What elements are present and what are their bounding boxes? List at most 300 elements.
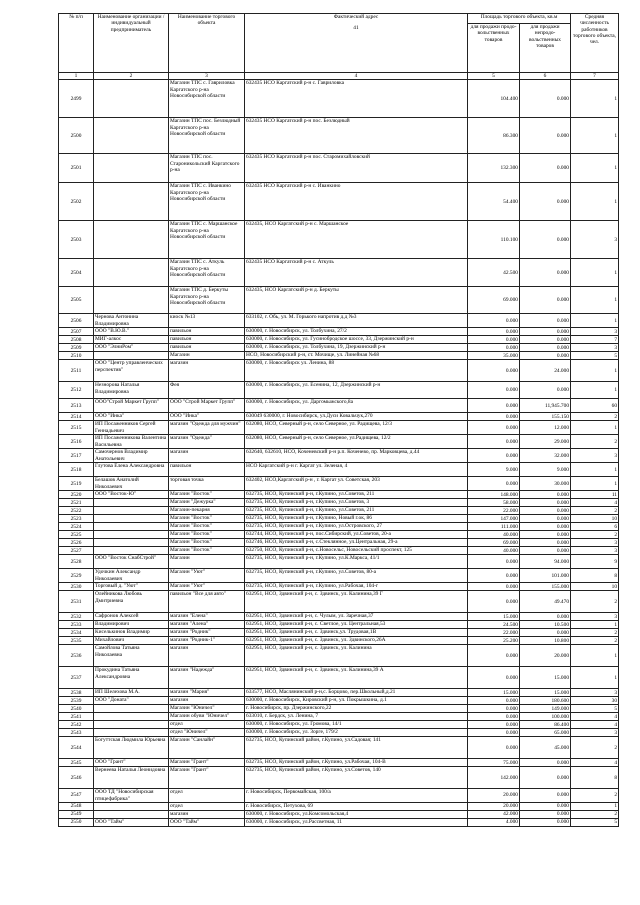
row-object-name: Магазин "Восток"	[169, 531, 245, 539]
row-organization: Белашов Анатолий Николаевич	[94, 477, 169, 491]
table-row	[59, 344, 619, 352]
row-number: 2527	[59, 547, 94, 555]
row-food-area: 42.000	[468, 810, 520, 818]
row-number: 2509	[59, 344, 94, 352]
table-row	[59, 154, 619, 183]
row-object-name: Магазин ТПС с. Гавриловка Каргатского р-на Новосибирской области	[169, 80, 245, 118]
header-food: для продажи продо-вольственных товаров	[468, 24, 520, 73]
row-organization	[94, 531, 169, 539]
row-number: 2510	[59, 352, 94, 360]
row-nonfood-area: 0.000	[520, 328, 571, 336]
row-address: 632735, НСО, Купинский р-н, г.Купино, ул.Советов, 3	[245, 499, 468, 507]
row-organization: ИП Посаженников Сергей Геннадьевич	[94, 421, 169, 435]
row-object-name: павильон	[169, 336, 245, 344]
row-organization: Чернова Антонина Владимировна	[94, 314, 169, 328]
table-row	[59, 360, 619, 382]
row-food-area: 20.000	[468, 802, 520, 810]
row-number: 2537	[59, 667, 94, 689]
row-organization	[94, 352, 169, 360]
column-index: 5	[468, 73, 520, 80]
row-address: 632735, НСО, Купинский р-н, г.Купино, ул.К.Маркса, 41/1	[245, 555, 468, 569]
row-nonfood-area: 149.000	[520, 705, 571, 713]
row-employees: 1	[571, 80, 619, 118]
row-food-area: 0.000	[468, 667, 520, 689]
row-number: 2505	[59, 287, 94, 314]
row-employees: 1	[571, 645, 619, 667]
row-employees: 1	[571, 314, 619, 328]
row-object-name: магазин "Родник-1"	[169, 637, 245, 645]
table-row	[59, 629, 619, 637]
row-employees: 3	[571, 613, 619, 621]
row-organization: ООО "ЭлниРом"	[94, 344, 169, 352]
row-organization: Богуттская Людмила Юрьевна	[94, 737, 169, 759]
row-address: 632435, НСО Каргатский р-н д. Беркуты	[245, 287, 468, 314]
table-row	[59, 667, 619, 689]
row-food-area: 0.000	[468, 344, 520, 352]
row-food-area: 40.000	[468, 547, 520, 555]
row-nonfood-area: 0.000	[520, 499, 571, 507]
row-object-name: магазин	[169, 449, 245, 463]
row-organization	[94, 547, 169, 555]
column-index-row	[59, 73, 619, 80]
row-address: 633102, г. Обь, ул. М. Горького напротив д.д №3	[245, 314, 468, 328]
row-address: 632435 НСО Каргатский р-н пос. Безлюдный	[245, 118, 468, 154]
row-food-area: 24.500	[468, 621, 520, 629]
table-row	[59, 689, 619, 697]
row-object-name: торговая точка	[169, 477, 245, 491]
row-object-name: магазин "Надежда"	[169, 667, 245, 689]
row-number: 2549	[59, 810, 94, 818]
row-employees: 8	[571, 767, 619, 789]
row-employees: 2	[571, 637, 619, 645]
row-number: 2507	[59, 328, 94, 336]
row-employees: 2	[571, 435, 619, 449]
row-employees: 3	[571, 221, 619, 259]
row-food-area: 0.000	[468, 435, 520, 449]
row-address: 632735, НСО, Купинский р-н, г.Купино, ул.Советов, 211	[245, 507, 468, 515]
row-food-area: 75.000	[468, 759, 520, 767]
row-number: 2530	[59, 583, 94, 591]
row-organization: Самочернов Владимир Анатольевич	[94, 449, 169, 463]
row-food-area: 111.000	[468, 523, 520, 531]
row-organization: Незнорова Наталья Владимировна	[94, 382, 169, 399]
row-number: 2516	[59, 435, 94, 449]
row-number: 2541	[59, 713, 94, 721]
row-employees: 2	[571, 507, 619, 515]
row-organization	[94, 80, 169, 118]
row-address: 632435 НСО Каргатский р-н с. Аткуль	[245, 259, 468, 287]
row-address: 630000, г. Новосибирск, ул.Комсомольская,4	[245, 810, 468, 818]
row-number: 2534	[59, 629, 94, 637]
row-nonfood-area: 9.000	[520, 463, 571, 477]
row-employees: 1	[571, 118, 619, 154]
row-employees: 4	[571, 499, 619, 507]
row-employees: 1	[571, 621, 619, 629]
row-number: 2540	[59, 705, 94, 713]
row-food-area: 0.000	[468, 591, 520, 613]
row-employees: 1	[571, 421, 619, 435]
row-address: 632735, НСО, Купинский р-н, г.Купино, Новый г.ок, 86	[245, 515, 468, 523]
row-nonfood-area: 0.000	[520, 80, 571, 118]
table-row	[59, 314, 619, 328]
row-address: НСО Каргатский р-н г. Каргат ул. Зеленая, 4	[245, 463, 468, 477]
row-nonfood-area: 0.000	[520, 547, 571, 555]
row-employees: 3	[571, 547, 619, 555]
row-employees: 8	[571, 569, 619, 583]
row-address: 632951, НСО, Здвинский р-н, с. Здвинск, ул. Калинина,39 Г	[245, 591, 468, 613]
row-nonfood-area: 0.000	[520, 613, 571, 621]
row-nonfood-area: 86.400	[520, 721, 571, 729]
row-employees: 7	[571, 336, 619, 344]
row-object-name: киоск №13	[169, 314, 245, 328]
table-row	[59, 259, 619, 287]
row-employees: 5	[571, 818, 619, 826]
row-food-area: 20.000	[468, 789, 520, 803]
row-organization: ООО "Грант"	[94, 759, 169, 767]
row-nonfood-area: 0.000	[520, 382, 571, 399]
row-organization	[94, 154, 169, 183]
row-object-name: Магазин-пекарня	[169, 507, 245, 515]
row-number: 2529	[59, 569, 94, 583]
row-address: г. Новосибирск, Первомайская, 100/а	[245, 789, 468, 803]
row-organization: Киселькинов Владимир	[94, 629, 169, 637]
row-address: 632750, НСО, Купинский р-н, с.Новосельс, Новосельский проспект, 125	[245, 547, 468, 555]
row-address: 633010, г. Бердск, ул. Ленина, 7	[245, 713, 468, 721]
row-address: 633577, НСО, Маслянинский р-н,с. Борцово, пер.Школьный,д.21	[245, 689, 468, 697]
table-row	[59, 729, 619, 737]
row-address: 630000, г. Новосибирск, ул. Толбухина, 27/2	[245, 328, 468, 336]
row-object-name: отдел	[169, 721, 245, 729]
table-row	[59, 507, 619, 515]
row-nonfood-area: 0.000	[520, 118, 571, 154]
row-object-name: Магазин "Дежурка"	[169, 499, 245, 507]
row-food-area: 147.000	[468, 515, 520, 523]
row-organization: Прокудина Татьяна Александровна	[94, 667, 169, 689]
table-row	[59, 697, 619, 705]
row-organization: Самойлова Татьяна Николаевна	[94, 645, 169, 667]
row-address: 632735, НСО, Купинский р-н, г.Купино, ул.Советов, 80-а	[245, 569, 468, 583]
table-row	[59, 621, 619, 629]
header-employees: Средняя численность работников торгового объекта, чел.	[571, 14, 619, 73]
row-object-name: Магазин	[169, 555, 245, 569]
row-employees: 4	[571, 759, 619, 767]
row-object-name: магазин	[169, 360, 245, 382]
row-number: 2533	[59, 621, 94, 629]
row-organization	[94, 259, 169, 287]
row-organization: ООО "Восток-Ю"	[94, 491, 169, 499]
row-object-name: Магазин "Восток"	[169, 515, 245, 523]
row-object-name: Магазин "Восток"	[169, 523, 245, 531]
table-row	[59, 591, 619, 613]
row-number: 2528	[59, 555, 94, 569]
row-employees: 3	[571, 449, 619, 463]
row-object-name: магазин "Одежда для мужчин"	[169, 421, 245, 435]
row-food-area: 0.000	[468, 729, 520, 737]
row-organization: ООО "Центр управленческих перспектив"	[94, 360, 169, 382]
row-nonfood-area: 11,945.700	[520, 399, 571, 413]
row-organization	[94, 287, 169, 314]
header-address	[245, 14, 468, 73]
table-row	[59, 421, 619, 435]
row-object-name: Магазин ТПС пос. Безлюдный Каргатского р-на Новосибирской области	[169, 118, 245, 154]
row-organization: ООО "Доната"	[94, 697, 169, 705]
row-food-area: 40.000	[468, 531, 520, 539]
row-food-area: 0.000	[468, 737, 520, 759]
row-address: 632951, НСО, Здвинский р-н, с. Здвинск, ул. Калинина,39 А	[245, 667, 468, 689]
row-employees: 3	[571, 344, 619, 352]
table-row	[59, 539, 619, 547]
row-nonfood-area: 0.000	[520, 352, 571, 360]
trade-objects-table	[58, 13, 619, 827]
row-employees: 10	[571, 583, 619, 591]
row-organization: Владимирович	[94, 621, 169, 629]
row-object-name: отдел	[169, 802, 245, 810]
row-number: 2536	[59, 645, 94, 667]
row-nonfood-area: 0.000	[520, 507, 571, 515]
row-address: 632744, НСО, Купинский р-н, пос.Сибирский, ул.Советов, 20-а	[245, 531, 468, 539]
table-row	[59, 569, 619, 583]
row-nonfood-area: 101.000	[520, 569, 571, 583]
row-address: 632951, НСО, Здвинский р-н, с. Здвинск,ул. Трудовая,1В	[245, 629, 468, 637]
row-employees: 6	[571, 523, 619, 531]
row-organization	[94, 721, 169, 729]
row-object-name: магазин	[169, 810, 245, 818]
table-row	[59, 705, 619, 713]
row-employees: 1	[571, 287, 619, 314]
row-organization	[94, 810, 169, 818]
row-food-area: 148.000	[468, 491, 520, 499]
row-number: 2520	[59, 491, 94, 499]
table-row	[59, 802, 619, 810]
row-object-name: Магазин "Восток"	[169, 539, 245, 547]
row-object-name: отдел	[169, 789, 245, 803]
row-address: 632080, НСО, Северный р-н, село Северное, ул.Радищева, 12/2	[245, 435, 468, 449]
row-address: 632746, НСО, Купинский р-н, с.Стеклянное, ул.Центральная, 29-а	[245, 539, 468, 547]
row-address: 632080, НСО, Северный р-н, село Северное, ул. Радищева, 12/3	[245, 421, 468, 435]
row-food-area: 54.400	[468, 183, 520, 221]
table-row	[59, 531, 619, 539]
row-object-name: магазин	[169, 645, 245, 667]
row-organization: ООО"Строй Маркет Групп"	[94, 399, 169, 413]
table-row	[59, 118, 619, 154]
table-row	[59, 613, 619, 621]
row-organization	[94, 507, 169, 515]
row-object-name: ООО "Тайм"	[169, 818, 245, 826]
row-object-name: Магазин обуви "Юничел"	[169, 713, 245, 721]
header-nonfood: для продажи непродо-вольственных товаров	[520, 24, 571, 73]
row-organization	[94, 802, 169, 810]
row-organization	[94, 221, 169, 259]
row-object-name: Фея	[169, 382, 245, 399]
row-number: 2517	[59, 449, 94, 463]
row-organization: ООО ТД "Новосибирская птицефабрика"	[94, 789, 169, 803]
header-address-label: Фактический адрес	[333, 14, 379, 20]
row-number: 2503	[59, 221, 94, 259]
row-nonfood-area: 32.000	[520, 449, 571, 463]
row-employees: 1	[571, 183, 619, 221]
row-nonfood-area: 45.000	[520, 737, 571, 759]
row-number: 2539	[59, 697, 94, 705]
row-object-name: Магазин "Грант"	[169, 759, 245, 767]
table-row	[59, 449, 619, 463]
row-object-name: Магазин "Восток"	[169, 491, 245, 499]
row-nonfood-area: 0.000	[520, 629, 571, 637]
row-nonfood-area: 10.500	[520, 621, 571, 629]
row-object-name: Магазин ТПС д. Беркуты Каргатского р-на Новосибирской области	[169, 287, 245, 314]
row-object-name: Магазин "Восток"	[169, 547, 245, 555]
row-nonfood-area: 0.000	[520, 818, 571, 826]
row-nonfood-area: 30.000	[520, 477, 571, 491]
row-number: 2524	[59, 523, 94, 531]
row-number: 2502	[59, 183, 94, 221]
row-food-area: 142.000	[468, 767, 520, 789]
row-number: 2511	[59, 360, 94, 382]
row-nonfood-area: 0.000	[520, 491, 571, 499]
table-row	[59, 491, 619, 499]
row-number: 2515	[59, 421, 94, 435]
row-employees: 1	[571, 382, 619, 399]
table-row	[59, 435, 619, 449]
table-row	[59, 547, 619, 555]
row-number: 2548	[59, 802, 94, 810]
row-object-name: Магазин "Санлайн"	[169, 737, 245, 759]
row-nonfood-area: 0.000	[520, 802, 571, 810]
row-food-area: 86.300	[468, 118, 520, 154]
row-number: 2514	[59, 413, 94, 421]
row-organization	[94, 729, 169, 737]
table-row	[59, 759, 619, 767]
row-number: 2518	[59, 463, 94, 477]
row-nonfood-area: 20.000	[520, 645, 571, 667]
row-address: 632735, НСО, Купинский район, г.Купино, ул.Рабочая, 104-В	[245, 759, 468, 767]
table-row	[59, 477, 619, 491]
row-employees: 3	[571, 539, 619, 547]
row-object-name: магазин "Одежда"	[169, 435, 245, 449]
row-employees: 4	[571, 713, 619, 721]
row-organization: ООО "Инка"	[94, 413, 169, 421]
row-employees: 2	[571, 810, 619, 818]
row-address: 632735, НСО, Купинский р-н, г.Купино, ул.Рабочая, 104-г	[245, 583, 468, 591]
row-number: 2544	[59, 737, 94, 759]
header-organization: Наименование организации / индивидуальный предприниматель	[94, 14, 169, 73]
row-address: 632951, НСО, Здвинский р-н, с. Здвинск, ул. Здвинского,26А	[245, 637, 468, 645]
row-address: НСО, Новосибирский р-н, ст. Мочище, ул. Линейная №68	[245, 352, 468, 360]
row-object-name: Магазин ТПС пос. Староникольский Каргатского р-на	[169, 154, 245, 183]
row-number: 2543	[59, 729, 94, 737]
table-row	[59, 810, 619, 818]
row-organization	[94, 523, 169, 531]
row-address: 632735, НСО, Купинский р-н, г.Купино, ул.Островского, 27	[245, 523, 468, 531]
row-employees: 5	[571, 705, 619, 713]
row-organization	[94, 499, 169, 507]
row-food-area: 0.000	[468, 421, 520, 435]
row-number: 2542	[59, 721, 94, 729]
row-nonfood-area: 0.000	[520, 287, 571, 314]
row-nonfood-area: 0.000	[520, 336, 571, 344]
row-address: 630049 630000, г. Новосибирск, ул.Дуси Ковальчук,270	[245, 413, 468, 421]
row-number: 2531	[59, 591, 94, 613]
row-organization	[94, 705, 169, 713]
row-address: 630000, г. Новосибирск, ул. Громова, 14/1	[245, 721, 468, 729]
row-employees: 30	[571, 697, 619, 705]
row-food-area: 0.000	[468, 697, 520, 705]
column-index: 3	[169, 73, 245, 80]
column-index: 1	[59, 73, 94, 80]
row-food-area: 58.000	[468, 499, 520, 507]
row-object-name: Магазин "Уют"	[169, 569, 245, 583]
row-food-area: 104.400	[468, 80, 520, 118]
register-sheet	[58, 13, 618, 827]
row-food-area: 0.000	[468, 449, 520, 463]
row-address: 632435 НСО Каргатский р-н с. Иванкино	[245, 183, 468, 221]
row-address: 632951, НСО, Здвинский р-н, с. Светлое, ул. Центральная,53	[245, 621, 468, 629]
row-nonfood-area: 155.000	[520, 583, 571, 591]
row-food-area: 0.000	[468, 477, 520, 491]
row-object-name: Магазин "Юничел"	[169, 705, 245, 713]
row-food-area: 25.200	[468, 637, 520, 645]
row-object-name: павильон	[169, 328, 245, 336]
row-nonfood-area: 10.800	[520, 637, 571, 645]
row-employees: 1	[571, 259, 619, 287]
row-food-area: 0.000	[468, 705, 520, 713]
row-food-area: 132.300	[468, 154, 520, 183]
row-number: 2519	[59, 477, 94, 491]
row-nonfood-area: 0.000	[520, 539, 571, 547]
row-nonfood-area: 0.000	[520, 531, 571, 539]
table-row	[59, 287, 619, 314]
row-nonfood-area: 29.000	[520, 435, 571, 449]
row-food-area: 0.000	[468, 360, 520, 382]
row-nonfood-area: 0.000	[520, 183, 571, 221]
row-employees: 1	[571, 360, 619, 382]
row-employees: 9	[571, 555, 619, 569]
row-address: 632735, НСО, Купинский район, г.Купино, ул.Советов, 140	[245, 767, 468, 789]
row-employees: 4	[571, 721, 619, 729]
row-nonfood-area: 100.000	[520, 713, 571, 721]
row-number: 2506	[59, 314, 94, 328]
column-index: 4	[245, 73, 468, 80]
column-index: 7	[571, 73, 619, 80]
row-address: 630000, г. Новосибирск, ул. Зорге, 179/2	[245, 729, 468, 737]
row-address: г. Новосибирск, пр. Дзержинского,22	[245, 705, 468, 713]
table-row	[59, 818, 619, 826]
row-address: 632640, 632610, НСО, Коченевский р-н р.п. Коченево, пр. Марковцева, д.44	[245, 449, 468, 463]
row-food-area: 0.000	[468, 314, 520, 328]
row-object-name: ООО "Инка"	[169, 413, 245, 421]
row-food-area: 0.000	[468, 382, 520, 399]
row-number: 2545	[59, 759, 94, 767]
row-employees: 2	[571, 413, 619, 421]
row-organization: ООО "В.Ю.В."	[94, 328, 169, 336]
row-address: 630000, г. Новосибирск, ул.Рассветная, 11	[245, 818, 468, 826]
row-nonfood-area: 0.000	[520, 221, 571, 259]
row-food-area: 0.000	[468, 569, 520, 583]
table-row	[59, 382, 619, 399]
row-number: 2546	[59, 767, 94, 789]
row-employees: 3	[571, 729, 619, 737]
row-object-name: магазин "Елена"	[169, 613, 245, 621]
row-object-name: магазин "Родник"	[169, 629, 245, 637]
row-employees: 2	[571, 789, 619, 803]
row-organization	[94, 515, 169, 523]
row-nonfood-area: 0.000	[520, 259, 571, 287]
row-number: 2522	[59, 507, 94, 515]
row-nonfood-area: 180.600	[520, 697, 571, 705]
row-address: 632435, НСО Каргатский р-н с. Маршанское	[245, 221, 468, 259]
row-employees: 11	[571, 491, 619, 499]
row-nonfood-area: 0.000	[520, 344, 571, 352]
table-row	[59, 767, 619, 789]
